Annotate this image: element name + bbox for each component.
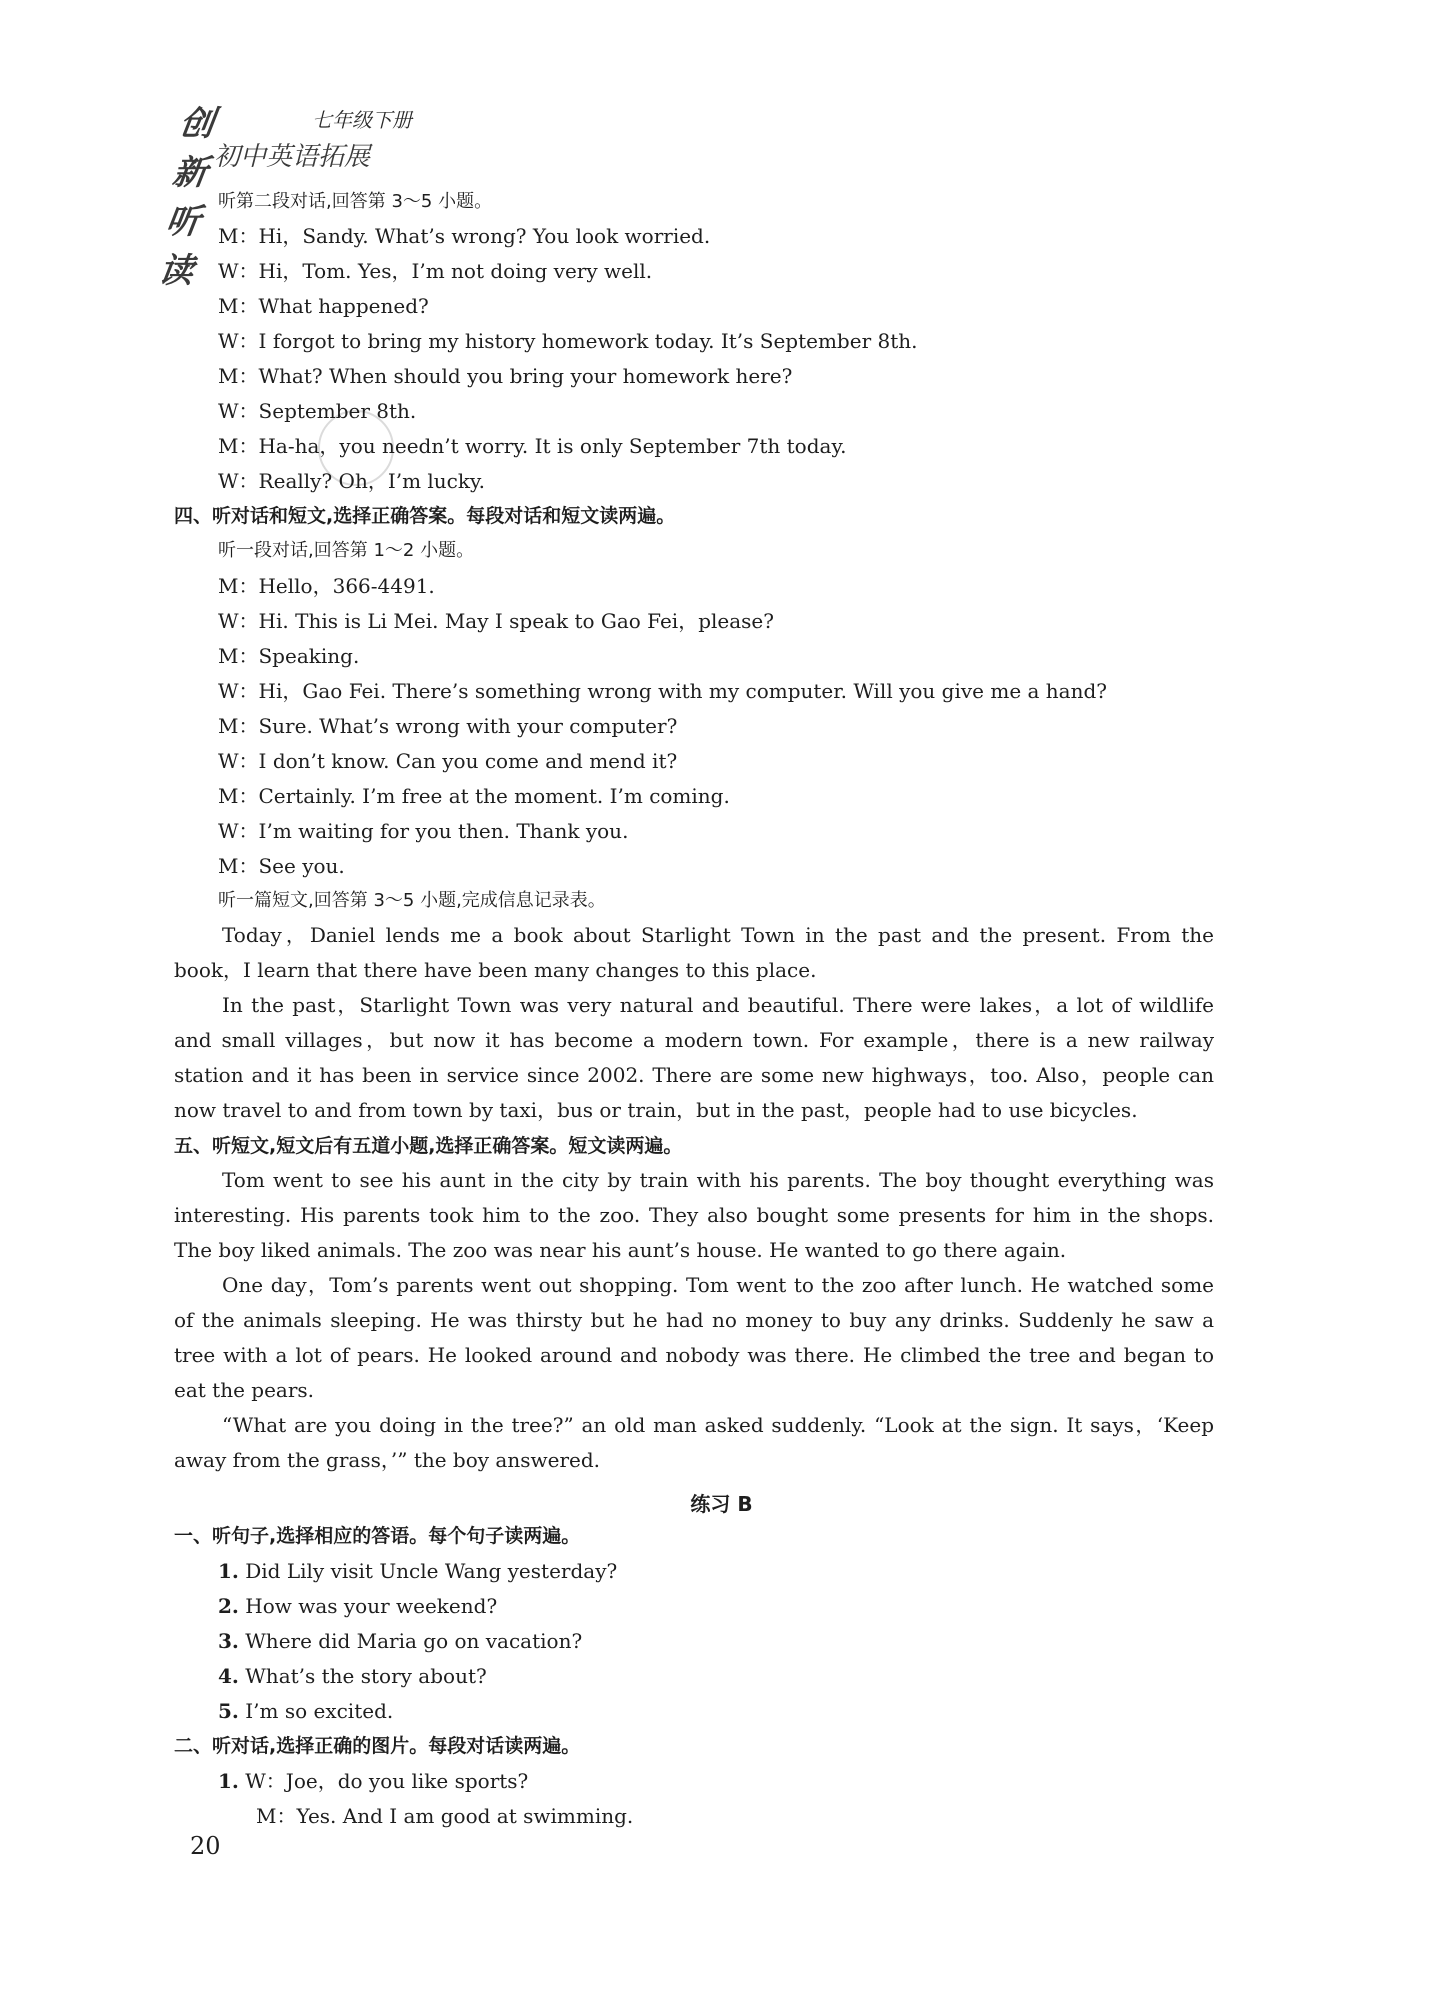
passage-paragraph: Tom went to see his aunt in the city by train with his parents. The boy thought everything was interesting. His parents took him to the zoo. They also bought some presents for him in the shops. The boy liked animals. The zoo was near his aunt’s house. He wanted to go there again. xyxy=(174,1168,1214,1262)
dialogue-line: M：See you. xyxy=(218,854,345,878)
passage-paragraph: One day，Tom’s parents went out shopping. Tom went to the zoo after lunch. He watched some of the animals sleeping. He was thirsty but he had no money to buy any drinks. Suddenly he saw a tree with a lot of pears. He looked around and nobody was there. He climbed the tree and began to eat the pears. xyxy=(174,1273,1214,1402)
brand-logo: 创新听读 xyxy=(156,104,216,291)
section-heading-b2: 二、听对话,选择正确的图片。每段对话读两遍。 xyxy=(174,1735,581,1757)
book-subtitle: 初中英语拓展 xyxy=(214,142,371,172)
dialogue-line: W：I’m waiting for you then. Thank you. xyxy=(218,819,629,843)
dialogue-line: W：I don’t know. Can you come and mend it? xyxy=(218,749,678,773)
list-item: 4. What’s the story about? xyxy=(218,1664,487,1688)
passage-paragraph: “What are you doing in the tree?” an old man asked suddenly. “Look at the sign. It says，‘Keep away from the grass，’” the boy answered. xyxy=(174,1413,1214,1472)
dialogue-line: M：Ha-ha，you needn’t worry. It is only September 7th today. xyxy=(218,434,847,458)
dialogue-line: W：Really? Oh，I’m lucky. xyxy=(218,469,486,493)
dialogue-line: W：Hi. This is Li Mei. May I speak to Gao Fei，please? xyxy=(218,609,774,633)
dialogue-line: M：Hi，Sandy. What’s wrong? You look worried. xyxy=(218,224,711,248)
section-heading-5: 五、听短文,短文后有五道小题,选择正确答案。短文读两遍。 xyxy=(174,1135,683,1157)
passage-paragraph: Today，Daniel lends me a book about Starlight Town in the past and the present. From the book，I learn that there have been many changes to this place. xyxy=(174,923,1214,982)
dialogue-line: M：What? When should you bring your homework here? xyxy=(218,364,793,388)
dialogue-line: W：Hi，Tom. Yes，I’m not doing very well. xyxy=(218,259,653,283)
grade-label: 七年级下册 xyxy=(312,108,412,132)
subsection-heading: 听第二段对话,回答第 3～5 小题。 xyxy=(218,191,493,212)
subsection-heading: 听一段对话,回答第 1～2 小题。 xyxy=(218,540,475,561)
dialogue-line: M：Yes. And I am good at swimming. xyxy=(256,1804,634,1828)
section-heading-b1: 一、听句子,选择相应的答语。每个句子读两遍。 xyxy=(174,1525,581,1547)
list-item: 3. Where did Maria go on vacation? xyxy=(218,1629,583,1653)
dialogue-line: M：Hello，366-4491. xyxy=(218,574,435,598)
list-item: 1. Did Lily visit Uncle Wang yesterday? xyxy=(218,1559,618,1583)
practice-b-title: 练习 B xyxy=(690,1492,753,1516)
dialogue-line: M：What happened? xyxy=(218,294,429,318)
dialogue-line: W：I forgot to bring my history homework today. It’s September 8th. xyxy=(218,329,918,353)
subsection-heading: 听一篇短文,回答第 3～5 小题,完成信息记录表。 xyxy=(218,890,606,911)
dialogue-line: 1. W：Joe，do you like sports? xyxy=(218,1769,529,1793)
page-number: 20 xyxy=(190,1832,221,1860)
list-item: 5. I’m so excited. xyxy=(218,1699,394,1723)
dialogue-line: W：September 8th. xyxy=(218,399,417,423)
dialogue-line: M：Sure. What’s wrong with your computer? xyxy=(218,714,678,738)
section-heading: 四、听对话和短文,选择正确答案。每段对话和短文读两遍。 xyxy=(174,505,676,527)
dialogue-line: W：Hi，Gao Fei. There’s something wrong with my computer. Will you give me a hand? xyxy=(218,679,1108,703)
list-item: 2. How was your weekend? xyxy=(218,1594,498,1618)
dialogue-line: M：Certainly. I’m free at the moment. I’m coming. xyxy=(218,784,730,808)
dialogue-line: M：Speaking. xyxy=(218,644,360,668)
passage-paragraph: In the past，Starlight Town was very natural and beautiful. There were lakes，a lot of wildlife and small villages，but now it has become a modern town. For example，there is a new railway station and it has been in service since 2002. There are some new highways，too. Also，people can now travel to and from town by taxi，bus or train，but in the past，people had to use bicycles. xyxy=(174,993,1214,1122)
